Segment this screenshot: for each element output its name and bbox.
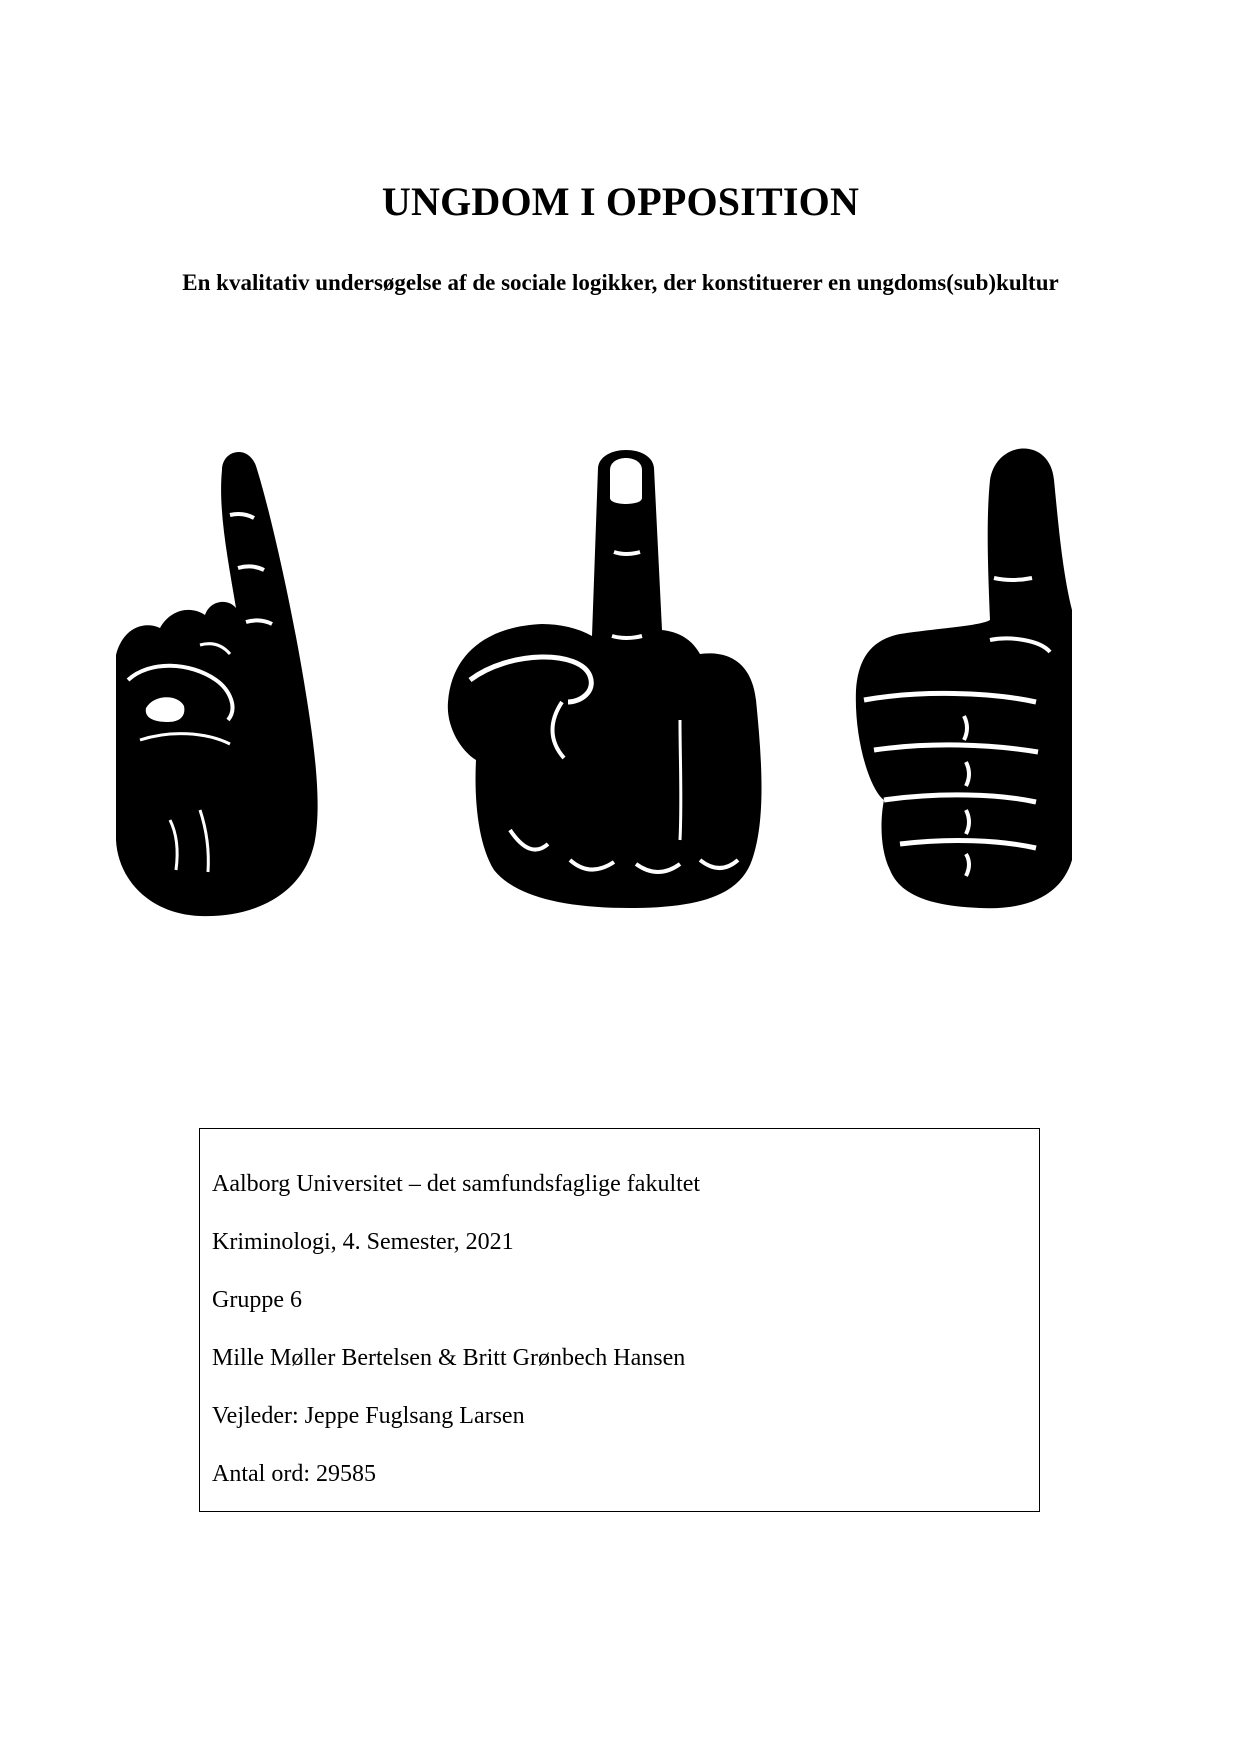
university-line: Aalborg Universitet – det samfundsfaglige fakultet — [212, 1171, 701, 1197]
word-count-line: Antal ord: 29585 — [212, 1461, 376, 1487]
document-title: UNGDOM I OPPOSITION — [381, 179, 860, 224]
group-line: Gruppe 6 — [212, 1287, 302, 1313]
hand-pointing-up-icon — [110, 440, 330, 920]
hand-middle-finger-icon — [430, 440, 790, 920]
authors-line: Mille Møller Bertelsen & Britt Grønbech Hansen — [212, 1345, 686, 1371]
cover-illustration — [110, 440, 1130, 930]
project-info-box — [199, 1128, 1040, 1512]
course-line: Kriminologi, 4. Semester, 2021 — [212, 1229, 514, 1255]
document-subtitle: En kvalitativ undersøgelse af de sociale logikker, der konstituerer en ungdoms(sub)kultur — [182, 270, 1059, 295]
supervisor-line: Vejleder: Jeppe Fuglsang Larsen — [212, 1403, 525, 1429]
hand-thumbs-up-icon — [840, 440, 1080, 920]
